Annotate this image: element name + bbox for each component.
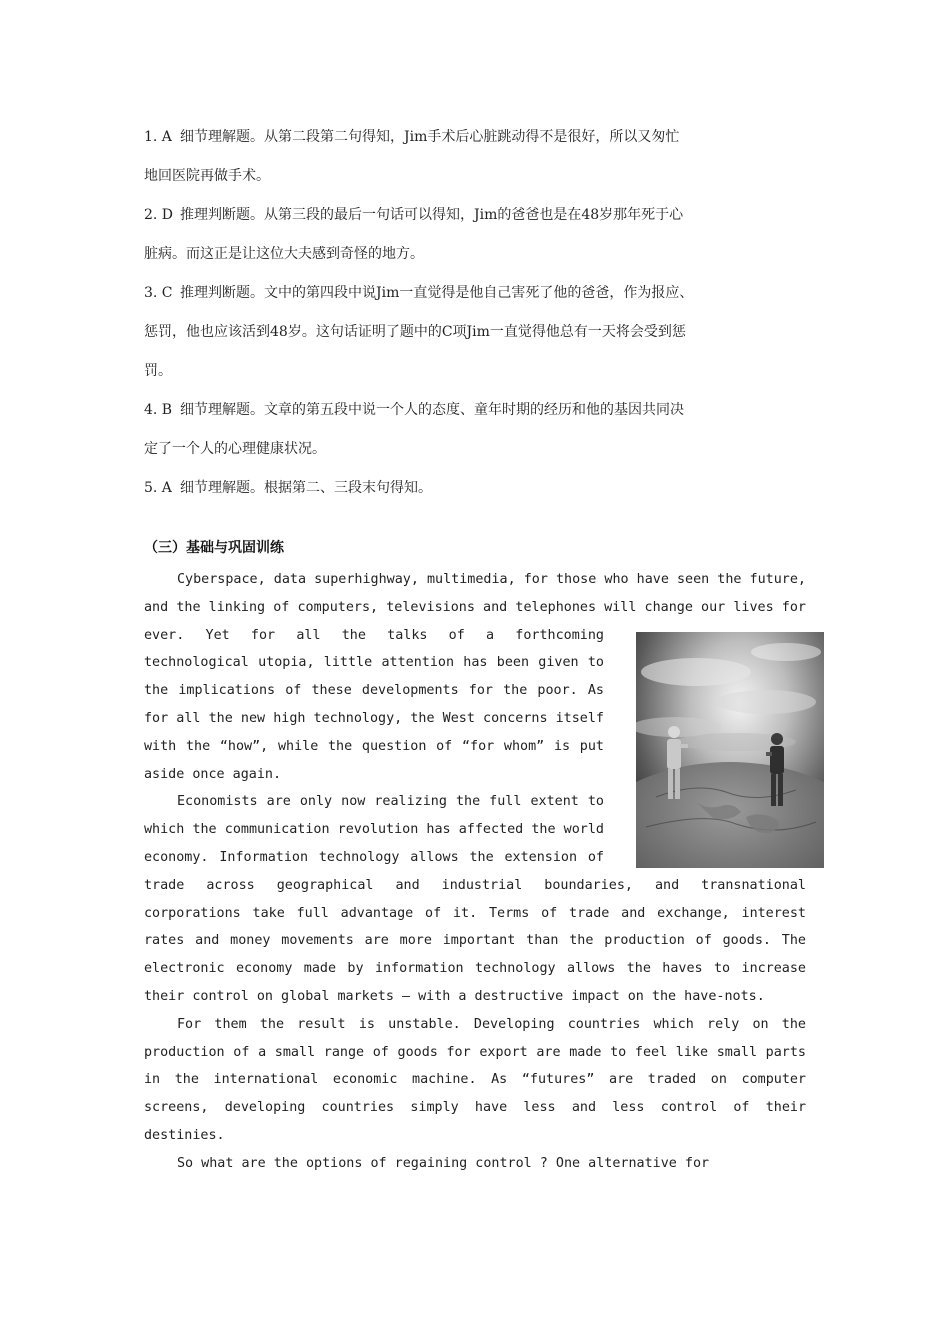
answer-item — [144, 118, 816, 196]
answer-line — [144, 469, 816, 508]
answer-text: 细节理解题。从第二段第二句得知，Jim手术后心脏跳动得不是很好，所以又匆忙 — [180, 129, 680, 145]
answer-key — [144, 118, 816, 508]
answer-number: 5. A — [144, 480, 172, 496]
globe-businesspeople-photo — [636, 632, 824, 868]
passage-paragraph: For them the result is unstable. Developing countries which rely on the production of a small range of goods for export are made to feel like small parts in the international economic machine. As “futures” are traded on computer screens, developing countries simply have less and less control of their destinies. — [144, 1016, 806, 1143]
photo-svg — [636, 632, 824, 868]
answer-number: 4. B — [144, 402, 173, 418]
answer-text: 细节理解题。根据第二、三段末句得知。 — [180, 480, 432, 496]
answer-item — [144, 196, 816, 274]
answer-line — [144, 274, 816, 313]
answer-number: 2. D — [144, 207, 174, 223]
answer-line — [144, 118, 816, 157]
answer-number: 3. C — [144, 285, 173, 301]
answer-item — [144, 391, 816, 469]
passage-paragraph: So what are the options of regaining control ? One alternative for — [177, 1155, 710, 1171]
answer-line: 惩罚，他也应该活到48岁。这句话证明了题中的C项Jim一直觉得他总有一天将会受到惩 — [144, 324, 686, 340]
answer-text: 细节理解题。文章的第五段中说一个人的态度、童年时期的经历和他的基因共同决 — [180, 402, 684, 418]
section-title: （三）基础与巩固训练 — [144, 540, 284, 556]
answer-item — [144, 274, 816, 391]
passage-paragraph: Economists are only now realizing the full extent to which the communication revolution has affected the world economy. Information technology allows the extension of trade across geographical and industrial boundaries, and transnational corporations take full advantage of it. Terms of trade and exchange, interest rates and money movements are more important than the production of goods. The electronic economy made by information technology allows the haves to increase their control on global markets — with a destructive impact on the have-nots. — [144, 794, 806, 1004]
answer-text: 推理判断题。从第三段的最后一句话可以得知，Jim的爸爸也是在48岁那年死于心 — [180, 207, 684, 223]
answer-line: 罚。 — [144, 363, 172, 379]
answer-line — [144, 391, 816, 430]
answer-line: 定了一个人的心理健康状况。 — [144, 441, 326, 457]
answer-text: 推理判断题。文中的第四段中说Jim一直觉得是他自己害死了他的爸爸，作为报应、 — [180, 285, 694, 301]
answer-number: 1. A — [144, 129, 172, 145]
answer-item — [144, 469, 816, 508]
answer-line — [144, 196, 816, 235]
answer-line: 地回医院再做手术。 — [144, 168, 270, 184]
paragraph-text: Cyberspace, data superhighway, multimedia, for those who have seen the future, and the linking of computers, televisions and telephones will change our lives for ever. Yet for all the talks of a forthcoming technological utopia, little attention has been given to the implications of these developments for the poor. As for all the new high technology, the West concerns itself with the “how”, while the question of “for whom” is put aside once again. — [144, 572, 806, 782]
answer-line: 脏病。而这正是让这位大夫感到奇怪的地方。 — [144, 246, 424, 262]
